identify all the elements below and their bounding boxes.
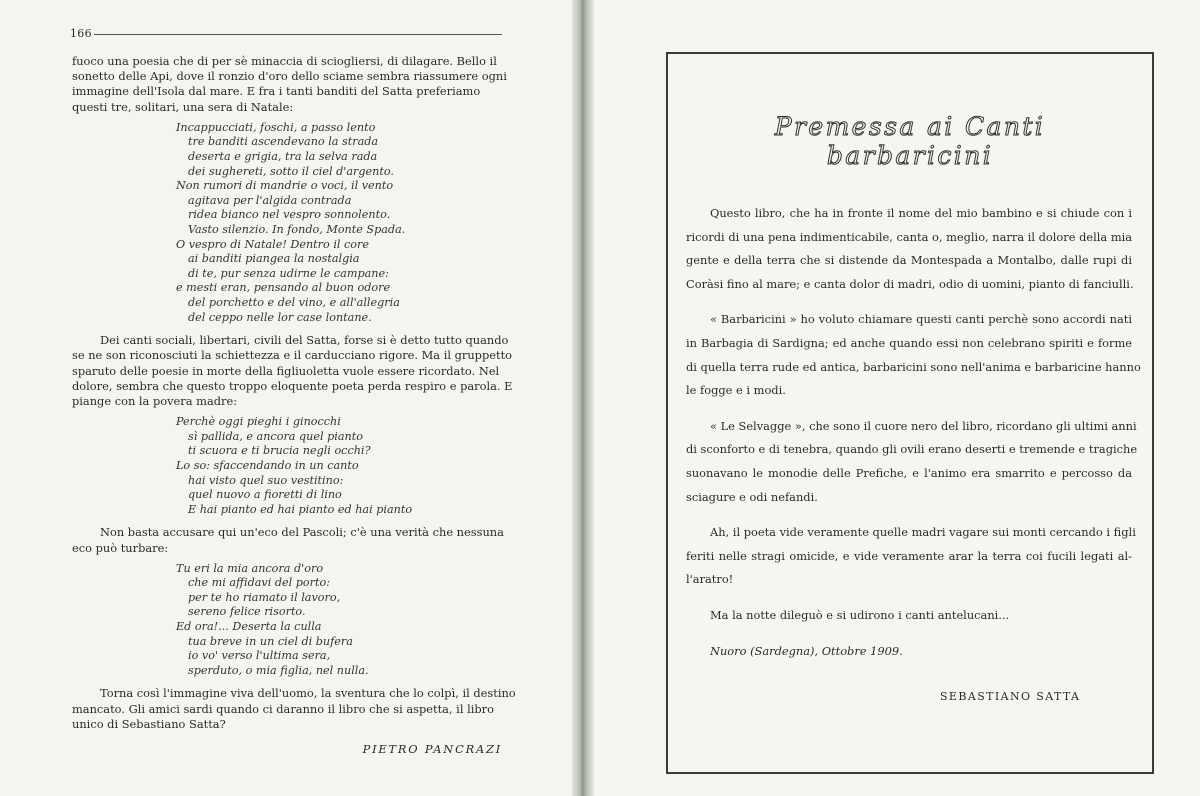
- text-line: mancato. Gli amici sardi quando ci daranno il libro che si aspetta, il libro: [72, 701, 494, 716]
- poem-line: sperduto, o mia figlia, nel nulla.: [188, 663, 369, 677]
- author-signature: SEBASTIANO SATTA: [940, 690, 1081, 703]
- text-line: l'aratro!: [686, 572, 734, 587]
- paragraph: [72, 525, 504, 555]
- poem-mother: [72, 415, 504, 517]
- text-line: di sconforto e di tenebra, quando gli ovili erano deserti e tremende e tragiche: [686, 442, 1138, 457]
- poem-line: hai visto quel suo vestitino:: [188, 473, 344, 487]
- page-title: Premessa ai Canti barbaricini: [774, 112, 1046, 170]
- text-line: ricordi di una pena indimenticabile, canta o, meglio, narra il dolore della mia: [686, 229, 1133, 244]
- text-line: immagine dell'Isola dal mare. E fra i tanti banditi del Satta preferiamo: [72, 84, 481, 99]
- text-line: sparuto delle poesie in morte della figliuoletta vuole essere ricordato. Nel: [72, 363, 500, 378]
- text-line: « Barbaricini » ho voluto chiamare questi canti perchè sono accordi nati: [710, 312, 1132, 327]
- poem-line: tre banditi ascendevano la strada: [188, 135, 379, 149]
- poem-line: del porchetto e del vino, e all'allegria: [188, 295, 400, 309]
- poem-line: quel nuovo a fioretti di lino: [188, 488, 342, 502]
- dateline: Nuoro (Sardegna), Ottobre 1909.: [710, 643, 903, 658]
- poem-line: Vasto silenzio. In fondo, Monte Spada.: [188, 222, 406, 236]
- paragraph: [72, 54, 507, 115]
- poem-line: e mesti eran, pensando al buon odore: [176, 281, 391, 295]
- header-rule: [94, 34, 502, 35]
- poem-line: per te ho riamato il lavoro,: [188, 590, 341, 604]
- text-line: unico di Sebastiano Satta?: [72, 716, 226, 731]
- poem-line: Ed ora!... Deserta la culla: [176, 620, 322, 634]
- poem-line: che mi affidavi del porto:: [188, 576, 331, 590]
- poem-line: deserta e grigia, tra la selva rada: [188, 150, 378, 163]
- left-page-text: [72, 54, 516, 757]
- text-line: Ah, il poeta vide veramente quelle madri vagare sui monti cercando i figli: [710, 525, 1136, 540]
- text-line: sonetto delle Api, dove il ronzio d'oro dello sciame sembra riassumere ogni: [72, 69, 507, 84]
- text-line: gente e della terra che si distende da Montespada a Montalbo, dalle rupi di: [686, 253, 1132, 268]
- poem-line: ridea bianco nel vespro sonnolento.: [188, 208, 391, 222]
- text-line: feriti nelle stragi omicide, e vide veramente arar la terra coi fucili legati al-: [686, 548, 1132, 563]
- paragraph: [686, 521, 1136, 592]
- paragraph: [686, 604, 1132, 628]
- paragraph: [686, 415, 1138, 509]
- poem-line: E hai pianto ed hai pianto ed hai pianto: [188, 502, 413, 516]
- poem-line: Perchè oggi pieghi i ginocchi: [176, 415, 341, 429]
- page-number: 166: [70, 27, 92, 40]
- poem-line: tua breve in un ciel di bufera: [188, 634, 353, 648]
- text-line: Coràsi fino al mare; e canta dolor di madri, odio di uomini, pianto di fanciulli.: [686, 276, 1134, 291]
- poem-line: io vo' verso l'ultima sera,: [188, 649, 331, 663]
- poem-line: Non rumori di mandrie o voci, il vento: [176, 179, 394, 193]
- poem-line: del ceppo nelle lor case lontane.: [188, 310, 372, 324]
- text-line: piange con la povera madre:: [72, 393, 238, 408]
- text-line: questi tre, solitari, una sera di Natale:: [72, 99, 294, 114]
- paragraph: [72, 686, 516, 732]
- poem-christmas-bandits: [72, 121, 504, 325]
- text-line: « Le Selvagge », che sono il cuore nero del libro, ricordano gli ultimi anni: [710, 418, 1137, 433]
- poem-line: ti scuora e ti brucia negli occhi?: [188, 444, 371, 458]
- poem-line: ai banditi piangea la nostalgia: [188, 252, 360, 266]
- paragraph: [686, 308, 1141, 402]
- text-line: Questo libro, che ha in fronte il nome del mio bambino e si chiude con i: [710, 206, 1132, 220]
- poem-line: Lo so: sfaccendando in un canto: [176, 458, 359, 472]
- text-line: di quella terra rude ed antica, barbaricini sono nell'anima e barbaricine hanno: [686, 359, 1141, 374]
- poem-anchor: [72, 562, 504, 679]
- text-line: suonavano le monodie delle Prefiche, e l'animo era smarrito e percosso da: [686, 465, 1132, 480]
- text-line: eco può turbare:: [72, 540, 169, 555]
- poem-line: sì pallida, e ancora quel pianto: [188, 429, 363, 443]
- text-line: Dei canti sociali, libertari, civili del Satta, forse si è detto tutto quando: [100, 333, 509, 348]
- book-gutter: [572, 0, 594, 796]
- poem-line: Tu eri la mia ancora d'oro: [176, 561, 324, 575]
- text-line: Non basta accusare qui un'eco del Pascoli; c'è una verità che nessuna: [100, 525, 504, 540]
- left-page: [0, 0, 572, 796]
- poem-line: dei sughereti, sotto il ciel d'argento.: [188, 164, 394, 178]
- paragraph: [686, 202, 1132, 296]
- paragraph: [72, 333, 513, 409]
- preface-text: [686, 202, 1141, 687]
- text-line: se ne son riconosciuti la schiettezza e il carducciano rigore. Ma il gruppetto: [72, 348, 513, 363]
- poem-line: sereno felice risorto.: [188, 605, 306, 619]
- text-line: le fogge e i modi.: [686, 383, 786, 398]
- poem-line: agitava per l'algida contrada: [188, 193, 352, 207]
- poem-line: di te, pur senza udirne le campane:: [188, 266, 389, 280]
- text-line: Torna così l'immagine viva dell'uomo, la sventura che lo colpì, il destino: [100, 686, 516, 701]
- poem-line: Incappucciati, foschi, a passo lento: [176, 120, 376, 134]
- text-line: sciagure e odi nefandi.: [686, 489, 818, 504]
- poem-line: O vespro di Natale! Dentro il core: [176, 237, 369, 251]
- text-line: in Barbagia di Sardigna; ed anche quando essi non celebrano spiriti e forme: [686, 335, 1132, 350]
- text-line: dolore, sembra che questo troppo eloquente poeta perda respiro e parola. E: [72, 378, 513, 393]
- author-signature: PIETRO PANCRAZI: [362, 742, 502, 757]
- text-line: fuoco una poesia che di per sè minaccia di sciogliersi, di dilagare. Bello il: [72, 54, 497, 68]
- text-line: Ma la notte dileguò e si udirono i canti antelucani...: [710, 607, 1010, 622]
